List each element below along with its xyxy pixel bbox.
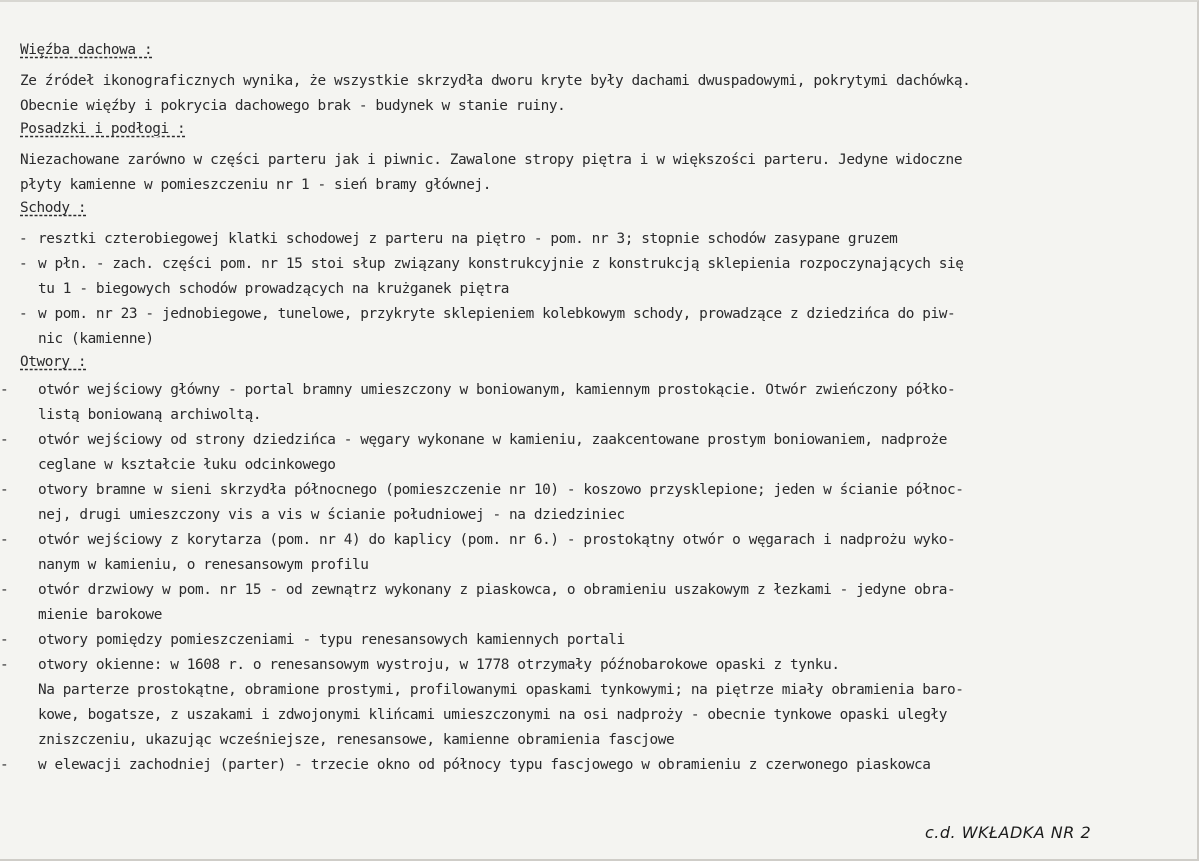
item-line: otwór wejściowy od strony dziedzińca - węgary wykonane w kamieniu, zaakcentowane prostym boniowaniem, nadproże [38, 432, 948, 448]
item-line: otwór wejściowy z korytarza (pom. nr 4) do kaplicy (pom. nr 6.) - prostokątny otwór o węgarach i nadprożu wyko- [38, 532, 956, 548]
item-line: listą boniowaną archiwoltą. [38, 407, 262, 423]
list-item: - w pom. nr 23 - jednobiegowe, tunelowe, przykryte sklepieniem kolebkowym schody, prowadzące z dziedzińca do piw- nic (kamienne) [0, 302, 1170, 352]
section-heading-roof-truss: Więźba dachowa : [20, 42, 153, 58]
list-item: - otwory okienne: w 1608 r. o renesansowym wystroju, w 1778 otrzymały późnobarokowe opaski z tynku. Na parterze prostokątne, obramione prostymi, profilowanymi opaskami tynkowymi; na piętrze miały obramienia baro- kowe, bogatsze, z uszakami i zdwojonymi klińcami umieszczonymi na osi nadproży - obecnie tynkowe opaski uległy zniszczeniu, ukazując wcześniejsze, renesansowe, kamienne obramienia fascjowe [0, 653, 1170, 753]
item-line: ceglane w kształcie łuku odcinkowego [38, 457, 336, 473]
item-line: otwory bramne w sieni skrzydła północnego (pomieszczenie nr 10) - koszowo przysklepione; jeden w ścianie północ- [38, 482, 964, 498]
list-item: - otwór drzwiowy w pom. nr 15 - od zewnątrz wykonany z piaskowca, o obramieniu uszakowym z łezkami - jedyne obra- mienie barokowe [0, 578, 1170, 628]
item-line: nej, drugi umieszczony vis a vis w ścianie południowej - na dziedziniec [38, 507, 625, 523]
section-heading-openings: Otwory : [20, 354, 87, 370]
item-line: mienie barokowe [38, 607, 162, 623]
list-item: - otwory bramne w sieni skrzydła północnego (pomieszczenie nr 10) - koszowo przysklepione; jeden w ścianie północ- nej, drugi umieszczony vis a vis w ścianie południowej - na dziedziniec [0, 478, 1170, 528]
item-line: kowe, bogatsze, z uszakami i zdwojonymi klińcami umieszczonymi na osi nadproży - obecnie tynkowe opaski uległy [38, 707, 948, 723]
item-line: Na parterze prostokątne, obramione prostymi, profilowanymi opaskami tynkowymi; na piętrze miały obramienia baro- [38, 682, 964, 698]
list-item: - w płn. - zach. części pom. nr 15 stoi słup związany konstrukcyjnie z konstrukcją sklepienia rozpoczynających się tu 1 - biegowych schodów prowadzących na krużganek piętra [0, 252, 1170, 302]
paragraph-line: płyty kamienne w pomieszczeniu nr 1 - sień bramy głównej. [20, 177, 492, 193]
paragraph-line: Obecnie więźby i pokrycia dachowego brak - budynek w stanie ruiny. [20, 98, 566, 114]
item-line: zniszczeniu, ukazując wcześniejsze, renesansowe, kamienne obramienia fascjowe [38, 732, 675, 748]
item-line: tu 1 - biegowych schodów prowadzących na krużganek piętra [38, 281, 510, 297]
item-line: otwory pomiędzy pomieszczeniami - typu renesansowych kamiennych portali [38, 632, 625, 648]
list-item: - resztki czterobiegowej klatki schodowej z parteru na piętro - pom. nr 3; stopnie schodów zasypane gruzem [0, 227, 1170, 252]
section-heading-stairs: Schody : [20, 200, 87, 216]
paragraph-line: Ze źródeł ikonograficznych wynika, że wszystkie skrzydła dworu kryte były dachami dwuspadowymi, pokrytymi dachówką. [20, 73, 971, 89]
handwritten-note: c.d. WKŁADKA NR 2 [925, 823, 1092, 842]
item-line: resztki czterobiegowej klatki schodowej z parteru na piętro - pom. nr 3; stopnie schodów zasypane gruzem [38, 231, 898, 247]
list-item: - otwór wejściowy główny - portal bramny umieszczony w boniowanym, kamiennym prostokącie. Otwór zwieńczony półko- listą boniowaną archiwoltą. [0, 378, 1170, 428]
list-item: - w elewacji zachodniej (parter) - trzecie okno od północy typu fascjowego w obramieniu z czerwonego piaskowca [0, 753, 1170, 778]
section-heading-floors: Posadzki i podłogi : [20, 121, 186, 137]
item-line: otwór wejściowy główny - portal bramny umieszczony w boniowanym, kamiennym prostokącie. Otwór zwieńczony półko- [38, 382, 956, 398]
list-item: - otwór wejściowy od strony dziedzińca - węgary wykonane w kamieniu, zaakcentowane prostym boniowaniem, nadproże ceglane w kształcie łuku odcinkowego [0, 428, 1170, 478]
document-body [0, 40, 1170, 778]
item-line: w elewacji zachodniej (parter) - trzecie okno od północy typu fascjowego w obramieniu z czerwonego piaskowca [38, 757, 931, 773]
item-line: w płn. - zach. części pom. nr 15 stoi słup związany konstrukcyjnie z konstrukcją sklepienia rozpoczynających się [38, 256, 964, 272]
item-line: otwór drzwiowy w pom. nr 15 - od zewnątrz wykonany z piaskowca, o obramieniu uszakowym z łezkami - jedyne obra- [38, 582, 956, 598]
item-line: nic (kamienne) [38, 331, 154, 347]
item-line: w pom. nr 23 - jednobiegowe, tunelowe, przykryte sklepieniem kolebkowym schody, prowadzące z dziedzińca do piw- [38, 306, 956, 322]
item-line: otwory okienne: w 1608 r. o renesansowym wystroju, w 1778 otrzymały późnobarokowe opaski z tynku. [38, 657, 840, 673]
paragraph-line: Niezachowane zarówno w części parteru jak i piwnic. Zawalone stropy piętra i w większości parteru. Jedyne widoczne [20, 152, 963, 168]
list-item: - otwory pomiędzy pomieszczeniami - typu renesansowych kamiennych portali [0, 628, 1170, 653]
item-line: nanym w kamieniu, o renesansowym profilu [38, 557, 369, 573]
list-item: - otwór wejściowy z korytarza (pom. nr 4) do kaplicy (pom. nr 6.) - prostokątny otwór o węgarach i nadprożu wyko- nanym w kamieniu, o renesansowym profilu [0, 528, 1170, 578]
